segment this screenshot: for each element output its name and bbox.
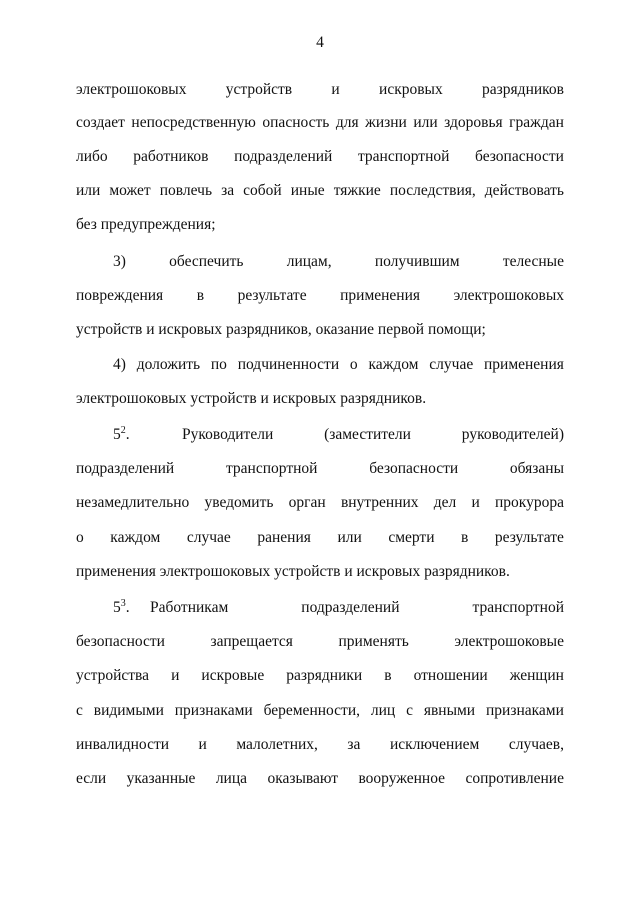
para-number: 5 — [113, 599, 121, 616]
word: разрядников — [482, 81, 564, 98]
word: подразделений — [234, 148, 333, 165]
word: отношении — [413, 667, 488, 684]
word: применения — [340, 287, 421, 304]
text-line-20 — [76, 734, 564, 756]
word: незамедлительно — [76, 494, 190, 511]
word: внутренних — [340, 494, 419, 511]
word: разрядники — [286, 667, 363, 684]
word: за — [347, 736, 361, 753]
para-number: 5 — [113, 426, 121, 443]
word: лицам, — [286, 253, 332, 270]
word: лица — [215, 770, 248, 787]
word: 4) — [113, 356, 126, 373]
word: женщин — [509, 667, 564, 684]
word: работников — [133, 148, 209, 165]
word: в — [384, 667, 392, 684]
word: собой — [243, 182, 282, 199]
word: или — [76, 182, 101, 199]
text-line-12 — [76, 458, 564, 480]
text-line-14 — [76, 527, 564, 549]
word: подразделений — [301, 599, 400, 616]
word: или — [337, 529, 362, 546]
word: устройств — [225, 81, 293, 98]
word: в — [196, 287, 205, 304]
word: каждом — [368, 356, 419, 373]
word: указанные — [126, 770, 196, 787]
word: электрошоковых — [453, 287, 564, 304]
word: либо — [76, 148, 108, 165]
word: явными — [423, 702, 476, 719]
text-line-7 — [76, 285, 564, 307]
text-line-6 — [113, 251, 564, 273]
word: последствия, — [389, 182, 476, 199]
word: случае — [429, 356, 474, 373]
word: малолетних, — [236, 736, 318, 753]
word: руководителей) — [461, 426, 564, 443]
word: или — [413, 114, 438, 131]
word: доложить — [136, 356, 201, 373]
word: лиц — [370, 702, 396, 719]
word: применять — [338, 633, 409, 650]
word: дел — [433, 494, 457, 511]
text-line-21 — [76, 768, 564, 790]
word: случае — [186, 529, 231, 546]
word: исключением — [389, 736, 480, 753]
word: здоровья — [444, 114, 503, 131]
paragraph-number-5-2 — [113, 424, 130, 446]
word: обеспечить — [169, 253, 244, 270]
word: электрошоковых — [76, 81, 187, 98]
word: Работникам — [150, 599, 229, 616]
word: инвалидности — [76, 736, 170, 753]
word: транспортной — [225, 460, 318, 477]
word: в — [461, 529, 469, 546]
word: устройства — [76, 667, 150, 684]
word: обязаны — [509, 460, 564, 477]
word: признаками — [485, 702, 564, 719]
word: случаев, — [508, 736, 564, 753]
word: и — [471, 494, 480, 511]
word: для — [335, 114, 359, 131]
word: транспортной — [472, 599, 564, 616]
word: запрещается — [210, 633, 293, 650]
word: и — [198, 736, 207, 753]
text-line-8: устройств и искровых разрядников, оказание первой помощи; — [76, 321, 486, 338]
para-superscript: 3 — [120, 597, 126, 609]
word: о — [349, 356, 358, 373]
word: с — [406, 702, 413, 719]
word: опасность — [262, 114, 330, 131]
word: (заместители — [324, 426, 411, 443]
word: ранения — [257, 529, 311, 546]
word: жизни — [365, 114, 407, 131]
word: безопасности — [475, 148, 564, 165]
word: уведомить — [204, 494, 274, 511]
word: повлечь — [159, 182, 213, 199]
word: сопротивление — [465, 770, 564, 787]
word: вооруженное — [358, 770, 446, 787]
word: иные — [290, 182, 325, 199]
word: смерти — [388, 529, 435, 546]
word: о — [76, 529, 84, 546]
word: непосредственную — [131, 114, 256, 131]
word: результате — [237, 287, 307, 304]
para-suffix: . — [125, 426, 130, 443]
text-line-17 — [76, 631, 564, 653]
word: повреждения — [76, 287, 164, 304]
word: с — [76, 702, 83, 719]
word: беременности, — [263, 702, 360, 719]
word: и — [331, 81, 340, 98]
text-line-1 — [76, 79, 564, 101]
text-line-5: без предупреждения; — [76, 216, 216, 233]
word: искровых — [379, 81, 443, 98]
word: электрошоковые — [454, 633, 564, 650]
word: искровые — [201, 667, 265, 684]
word: безопасности — [76, 633, 165, 650]
word: если — [76, 770, 107, 787]
word: граждан — [509, 114, 564, 131]
word: и — [171, 667, 180, 684]
word: получившим — [374, 253, 460, 270]
word: подразделений — [76, 460, 175, 477]
text-line-19 — [76, 700, 564, 722]
word: может — [109, 182, 151, 199]
word: каждом — [110, 529, 161, 546]
word: безопасности — [369, 460, 459, 477]
word: действовать — [484, 182, 564, 199]
word: орган — [288, 494, 326, 511]
para-superscript: 2 — [120, 424, 126, 436]
word: транспортной — [357, 148, 450, 165]
text-line-4 — [76, 180, 564, 202]
text-line-2 — [76, 112, 564, 134]
paragraph-number-5-3 — [113, 597, 130, 619]
text-line-15: применения электрошоковых устройств и искровых разрядников. — [76, 563, 510, 580]
word: признаками — [174, 702, 253, 719]
word: видимыми — [93, 702, 164, 719]
word: телесные — [502, 253, 564, 270]
word: подчиненности — [237, 356, 340, 373]
word: Руководители — [182, 426, 274, 443]
text-line-18 — [76, 665, 564, 687]
text-line-11 — [182, 424, 564, 446]
para-suffix: . — [125, 599, 130, 616]
word: прокурора — [495, 494, 564, 511]
word: 3) — [113, 253, 126, 270]
word: за — [221, 182, 235, 199]
text-line-3 — [76, 146, 564, 168]
page-number: 4 — [316, 34, 324, 51]
word: по — [210, 356, 227, 373]
word: оказывают — [267, 770, 339, 787]
word: применения — [483, 356, 564, 373]
word: результате — [494, 529, 564, 546]
word: создает — [76, 114, 125, 131]
word: тяжкие — [333, 182, 381, 199]
text-line-13 — [76, 492, 564, 514]
text-line-9 — [113, 354, 564, 376]
text-line-10: электрошоковых устройств и искровых разрядников. — [76, 390, 427, 407]
text-line-16 — [150, 597, 564, 619]
